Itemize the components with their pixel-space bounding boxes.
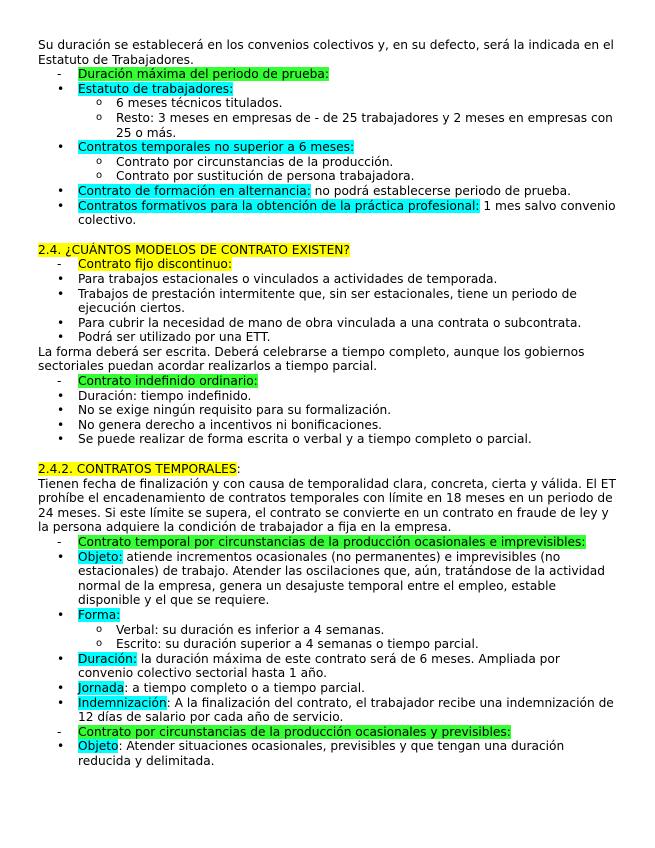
item-text: Se puede realizar de forma escrita o verbal y a tiempo completo o parcial. xyxy=(78,432,532,447)
list-item xyxy=(38,739,618,768)
bullet-marker: • xyxy=(57,271,65,286)
label-temporales: Contratos temporales no superior a 6 meses: xyxy=(78,140,355,155)
sub-item-text: Contrato por circunstancias de la producción. xyxy=(116,154,394,169)
circle-marker: o xyxy=(96,638,103,650)
bullet-marker: • xyxy=(57,607,65,622)
list-item xyxy=(38,199,618,228)
bullet-marker: • xyxy=(57,403,65,418)
circle-marker: o xyxy=(96,170,103,182)
list-item xyxy=(38,82,618,97)
circle-marker: o xyxy=(96,97,103,109)
sub-list-item xyxy=(38,155,618,170)
bullet-marker: • xyxy=(57,330,65,345)
bullet-marker: • xyxy=(57,183,65,198)
sub-list-item xyxy=(38,169,618,184)
bullet-marker: • xyxy=(57,286,65,301)
sub-list-item xyxy=(38,637,618,652)
list-item xyxy=(38,316,618,331)
bullet-marker: • xyxy=(57,695,65,710)
dash-item xyxy=(38,535,618,550)
list-item xyxy=(38,330,618,345)
label-objeto-2: Objeto xyxy=(78,739,119,754)
bullet-marker: • xyxy=(57,549,65,564)
sub-item-text: 6 meses técnicos titulados. xyxy=(116,96,283,111)
sub-item-text: Contrato por sustitución de persona trabajadora. xyxy=(116,169,415,184)
dash-marker: - xyxy=(57,67,62,82)
item-text: Podrá ser utilizado por una ETT. xyxy=(78,330,271,345)
item-text: : A la finalización del contrato, el trabajador recibe una indemnización de 12 días de salario por cada año de servicio. xyxy=(78,695,614,725)
bullet-marker: • xyxy=(57,388,65,403)
bullet-marker: • xyxy=(57,739,65,754)
section-heading-2-4-2: 2.4.2. CONTRATOS TEMPORALES: xyxy=(38,462,241,477)
list-item xyxy=(38,681,618,696)
circle-marker: o xyxy=(96,111,103,123)
list-item xyxy=(38,652,618,681)
intro-paragraph: Su duración se establecerá en los convenios colectivos y, en su defecto, será la indicada en el Estatuto de Trabajadores. xyxy=(38,38,614,67)
item-text: atiende incrementos ocasionales (no permanentes) e imprevisibles (no estacionales) de trabajo. Atender las oscilaciones que, aún, tratándose de la actividad normal de la empresa, genera un desajuste temporal entre el empleo, estable disponible y el que se requiere. xyxy=(78,549,605,608)
bullet-marker: • xyxy=(57,315,65,330)
dash-marker: - xyxy=(57,257,62,272)
item-text: Duración: tiempo indefinido. xyxy=(78,388,252,403)
heading-periodo-prueba: Duración máxima del periodo de prueba: xyxy=(78,67,329,82)
dash-item xyxy=(38,725,618,740)
label-formacion: Contrato de formación en alternancia: xyxy=(78,183,311,198)
dash-marker: - xyxy=(57,374,62,389)
item-text: No genera derecho a incentivos ni bonificaciones. xyxy=(78,417,383,432)
bullet-marker: • xyxy=(57,651,65,666)
item-text: no podrá establecerse periodo de prueba. xyxy=(310,183,571,198)
list-item xyxy=(38,287,618,316)
label-formativos: Contratos formativos para la obtención de la práctica profesional: xyxy=(78,198,480,213)
sub-list-item xyxy=(38,111,618,140)
bullet-marker: • xyxy=(57,417,65,432)
list-item xyxy=(38,403,618,418)
fijo-note: La forma deberá ser escrita. Deberá celebrarse a tiempo completo, aunque los gobiernos sectoriales puedan acordar realizarlos a tiempo parcial. xyxy=(38,344,585,374)
temporales-paragraph: Tienen fecha de finalización y con causa de temporalidad clara, concreta, cierta y válida. El ET prohíbe el encadenamiento de contratos temporales con límite en 18 meses en un periodo de 24 meses. Si este límite se supera, el contrato se convierte en un contrato en fraude de ley y la persona adquiere la condición de trabajador a fija en la empresa. xyxy=(38,476,616,535)
document-page xyxy=(38,38,618,769)
list-item xyxy=(38,272,618,287)
sub-item-text: Verbal: su duración es inferior a 4 semanas. xyxy=(116,622,385,637)
sub-list-item xyxy=(38,623,618,638)
list-item xyxy=(38,184,618,199)
item-text: la duración máxima de este contrato será de 6 meses. Ampliada por convenio colectivo sectorial hasta 1 año. xyxy=(78,651,560,681)
dash-marker: - xyxy=(57,724,62,739)
sub-list-item xyxy=(38,96,618,111)
label-forma: Forma: xyxy=(78,607,121,622)
list-item xyxy=(38,696,618,725)
dash-item xyxy=(38,67,618,82)
list-item xyxy=(38,608,618,623)
dash-item xyxy=(38,374,618,389)
label-jornada: Jornada xyxy=(78,680,125,695)
item-text: 1 mes salvo convenio colectivo. xyxy=(78,198,616,228)
bullet-marker: • xyxy=(57,680,65,695)
section-heading-2-4: 2.4. ¿CUÁNTOS MODELOS DE CONTRATO EXISTEN? xyxy=(38,242,350,257)
label-estatuto: Estatuto de trabajadores: xyxy=(78,81,234,96)
list-item xyxy=(38,550,618,608)
item-text: No se exige ningún requisito para su formalización. xyxy=(78,403,392,418)
circle-marker: o xyxy=(96,155,103,167)
heading-fijo-discontinuo: Contrato fijo discontinuo: xyxy=(78,257,232,272)
item-text: : a tiempo completo o a tiempo parcial. xyxy=(124,680,365,695)
label-duracion: Duración: xyxy=(78,651,137,666)
bullet-marker: • xyxy=(57,81,65,96)
dash-marker: - xyxy=(57,535,62,549)
heading-previsibles: Contrato por circunstancias de la producción ocasionales y previsibles: xyxy=(78,724,511,739)
bullet-marker: • xyxy=(57,198,65,213)
bullet-marker: • xyxy=(57,140,65,155)
item-text: : Atender situaciones ocasionales, previsibles y que tengan una duración reducida y delimitada. xyxy=(78,739,565,768)
bullet-marker: • xyxy=(57,432,65,447)
label-indemnizacion: Indemnización xyxy=(78,695,167,710)
label-objeto: Objeto: xyxy=(78,549,123,564)
item-text: Para trabajos estacionales o vinculados a actividades de temporada. xyxy=(78,271,498,286)
list-item xyxy=(38,418,618,433)
list-item xyxy=(38,432,618,447)
circle-marker: o xyxy=(96,623,103,635)
heading-indefinido: Contrato indefinido ordinario: xyxy=(78,374,258,389)
sub-item-text: Resto: 3 meses en empresas de - de 25 trabajadores y 2 meses en empresas con 25 o más. xyxy=(116,110,613,140)
item-text: Trabajos de prestación intermitente que, sin ser estacionales, tiene un periodo de ejecución ciertos. xyxy=(78,286,577,316)
list-item xyxy=(38,140,618,155)
heading-imprevisibles: Contrato temporal por circunstancias de la producción ocasionales e imprevisibles: xyxy=(78,535,586,549)
sub-item-text: Escrito: su duración superior a 4 semanas o tiempo parcial. xyxy=(116,637,479,652)
list-item xyxy=(38,389,618,404)
dash-item xyxy=(38,257,618,272)
item-text: Para cubrir la necesidad de mano de obra vinculada a una contrata o subcontrata. xyxy=(78,315,582,330)
